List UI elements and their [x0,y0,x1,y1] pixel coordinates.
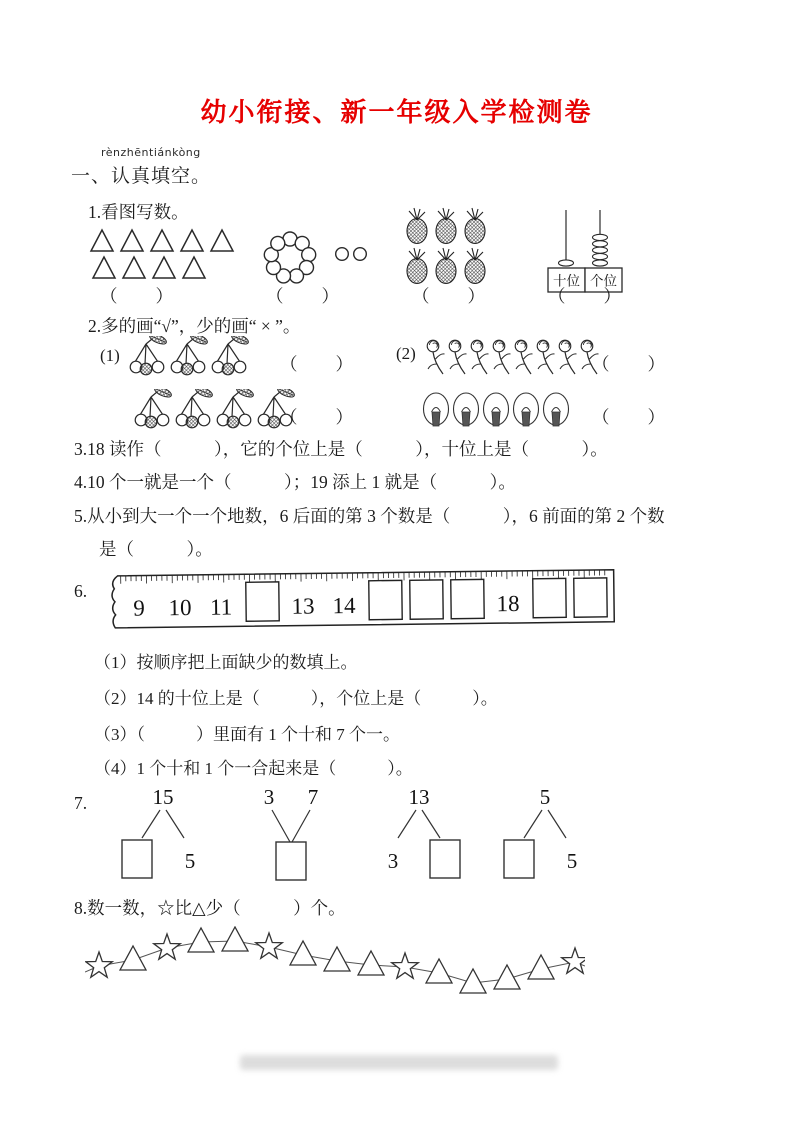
svg-text:10: 10 [168,594,192,621]
section-heading: 一、认真填空。 [71,166,212,187]
q8-figure-star-triangle-string [85,926,585,1006]
q4-text: 4.10 个一就是一个（ ）；19 添上 1 就是（ ）。 [74,472,516,492]
svg-text:个位: 个位 [590,273,617,289]
q1-figure-triangles [88,226,246,282]
q2-figure-cherries-row1 [127,336,258,386]
svg-text:13: 13 [291,593,315,619]
svg-text:14: 14 [332,592,356,619]
page-title: 幼小衔接、新一年级入学检测卷 [200,97,593,127]
svg-text:5: 5 [566,849,578,873]
svg-text:5: 5 [184,849,196,873]
roses-drawing [420,337,606,389]
q2-part2-tag: (2) [396,344,416,363]
svg-text:5: 5 [539,786,551,809]
svg-text:11: 11 [209,594,233,620]
q6-label: 6. [74,581,88,601]
q8-label: 8.数一数，☆比△少（ ）个。 [74,898,346,918]
q5-text-line2: 是（ ）。 [99,539,213,559]
cherry-bunches-drawing [127,336,258,386]
q2-figure-cherries-row2 [132,389,304,439]
answer-blank: （ ） [592,407,666,427]
watermark-blur [240,1055,558,1070]
q6-sub-3: （3）（ ）里面有 1 个十和 7 个一。 [94,725,400,744]
answer-blank: （ ） [280,407,354,427]
q3-text: 3.18 读作（ ），它的个位上是（ ），十位上是（ ）。 [74,439,608,459]
svg-text:15: 15 [152,786,174,809]
q6-figure-ruler [104,565,621,635]
q2-part1-tag: (1) [100,346,120,365]
svg-text:13: 13 [408,786,430,809]
svg-text:3: 3 [263,786,275,809]
q1-label: 1.看图写数。 [88,202,189,222]
q6-sub-1: （1）按顺序把上面缺少的数填上。 [94,653,358,672]
q2-figure-roses [420,337,606,389]
circle-ring-drawing [256,228,370,286]
q7-label: 7. [74,793,88,813]
triangles-drawing [88,226,246,282]
answer-blank: （ ） [592,354,666,374]
q5-text-line1: 5.从小到大一个一个地数，6 后面的第 3 个数是（ ），6 前面的第 2 个数 [74,506,665,526]
ruler-drawing [104,565,621,635]
svg-text:18: 18 [496,590,520,617]
number-trees-drawing [105,786,627,886]
answer-blank: （ ） [412,286,486,306]
q2-label: 2.多的画“√”，少的画“ × ”。 [88,316,301,336]
q6-sub-4: （4）1 个十和 1 个一合起来是（ ）。 [94,759,413,778]
cherry-bunches-drawing [132,389,304,439]
q7-figure-number-trees [105,786,627,886]
pineapples-drawing [402,204,490,286]
answer-blank: （ ） [266,286,340,306]
answer-blank: （ ） [280,354,354,374]
star-triangle-string-drawing [85,926,585,1006]
svg-text:十位: 十位 [553,273,580,289]
q1-figure-circles [256,228,370,286]
q1-figure-pineapples [402,204,490,286]
section-pinyin: rènzhēntiánkòng [101,146,201,159]
svg-text:7: 7 [307,786,319,809]
answer-blank: （ ） [548,286,622,306]
svg-text:9: 9 [133,595,145,621]
svg-text:3: 3 [387,849,399,873]
q6-sub-2: （2）14 的十位上是（ ），个位上是（ ）。 [94,689,498,708]
answer-blank: （ ） [100,286,174,306]
